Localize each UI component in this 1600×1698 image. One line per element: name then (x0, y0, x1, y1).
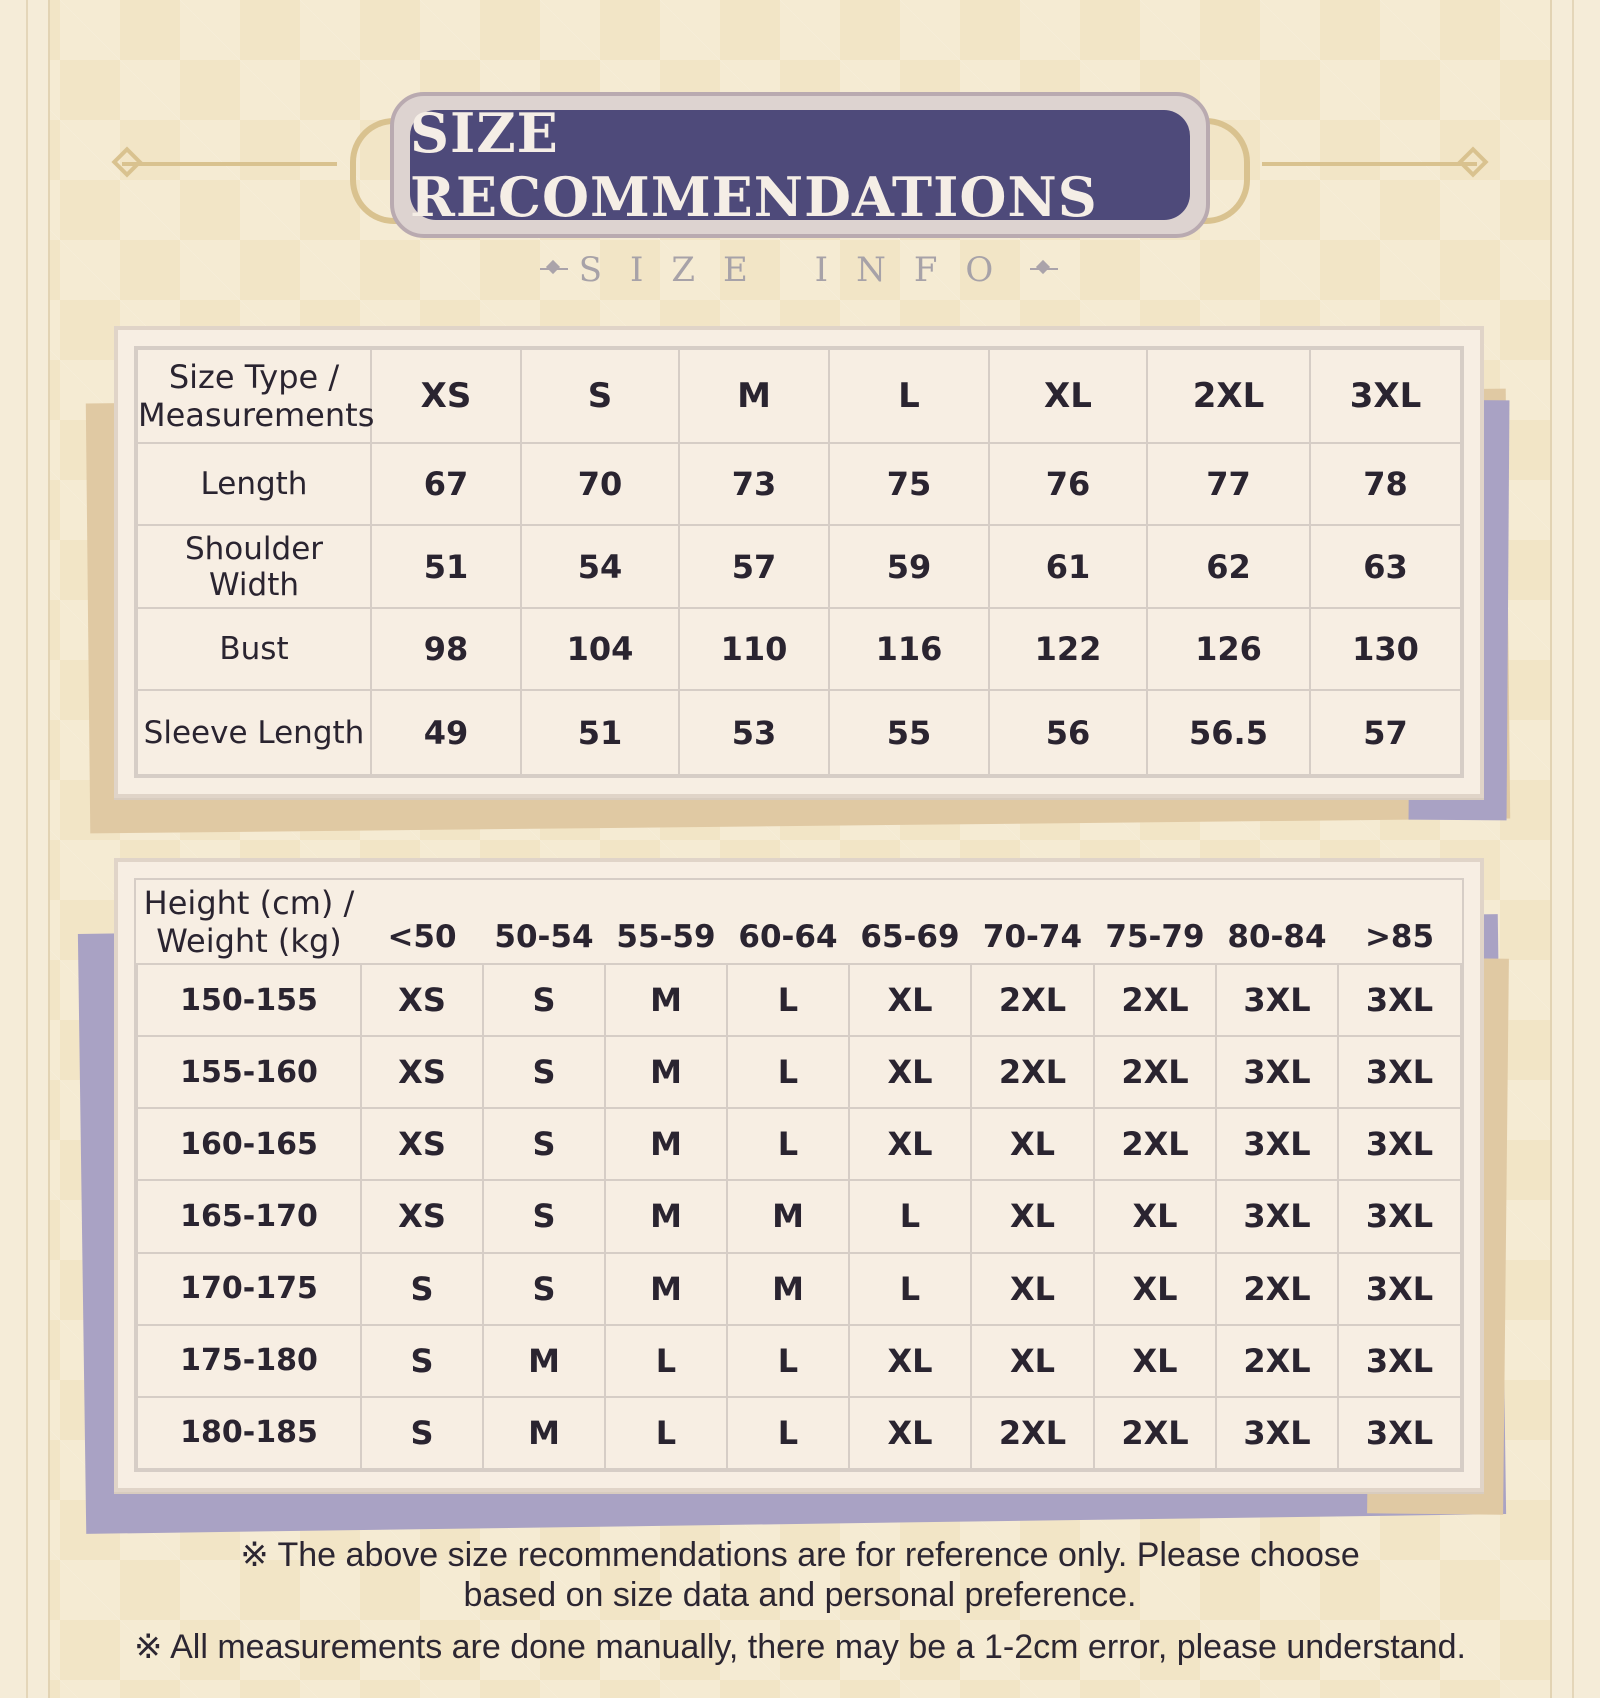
table-row (137, 525, 1461, 607)
table-cell: 110 (679, 608, 829, 690)
size-cell: S (483, 1108, 605, 1180)
size-cell: XL (1094, 1325, 1216, 1397)
size-cell: L (727, 1325, 849, 1397)
page-title: SIZE RECOMMENDATIONS (410, 101, 1098, 229)
size-cell: 3XL (1216, 1180, 1338, 1252)
size-header: 2XL (1147, 349, 1310, 443)
banner-frame (390, 92, 1210, 238)
row-label: Shoulder Width (137, 525, 371, 607)
corner-label-line: Size Type / (168, 358, 340, 396)
size-cell: S (361, 1397, 483, 1469)
size-cell: XS (361, 1180, 483, 1252)
table-cell: 70 (521, 443, 679, 525)
size-cell: L (727, 1108, 849, 1180)
table-cell: 98 (371, 608, 521, 690)
size-header: XL (989, 349, 1147, 443)
size-cell: XL (971, 1180, 1094, 1252)
size-cell: M (727, 1253, 849, 1325)
height-label: 155-160 (137, 1036, 361, 1108)
size-cell: 2XL (1216, 1253, 1338, 1325)
size-cell: M (605, 1108, 727, 1180)
height-label: 165-170 (137, 1180, 361, 1252)
subtitle-star-icon (1030, 264, 1058, 274)
corner-header (137, 349, 375, 443)
table-cell: 56.5 (1147, 690, 1310, 775)
table-cell: 67 (371, 443, 521, 525)
size-cell: L (605, 1397, 727, 1469)
size-cell: S (361, 1253, 483, 1325)
weight-header: 80-84 (1216, 880, 1338, 964)
size-cell: 2XL (1216, 1325, 1338, 1397)
table-row (137, 1325, 1461, 1397)
table-cell: 53 (679, 690, 829, 775)
table-row (137, 1108, 1461, 1180)
size-cell: S (361, 1325, 483, 1397)
size-cell: 2XL (1094, 1036, 1216, 1108)
page-subtitle: SIZE INFO (578, 250, 1022, 290)
table-row (137, 1397, 1461, 1469)
size-cell: XL (849, 1325, 971, 1397)
table-row (137, 608, 1461, 690)
table-cell: 51 (521, 690, 679, 775)
size-cell: 2XL (1094, 1108, 1216, 1180)
height-label: 160-165 (137, 1108, 361, 1180)
size-cell: M (605, 1036, 727, 1108)
size-cell: 3XL (1338, 964, 1461, 1036)
size-header: 3XL (1310, 349, 1461, 443)
size-cell: 3XL (1216, 1036, 1338, 1108)
table-cell: 63 (1310, 525, 1461, 607)
size-cell: L (727, 1397, 849, 1469)
size-cell: XL (849, 1397, 971, 1469)
size-cell: 2XL (971, 1397, 1094, 1469)
corner-header (137, 880, 361, 964)
footnote-1: ※ The above size recommendations are for reference only. Please choose (240, 1536, 1360, 1574)
size-cell: L (605, 1325, 727, 1397)
table-row (137, 1253, 1461, 1325)
size-cell: 2XL (1094, 964, 1216, 1036)
table-cell: 122 (989, 608, 1147, 690)
table-cell: 126 (1147, 608, 1310, 690)
corner-label-line: Height (cm) / (143, 883, 355, 922)
weight-header: >85 (1338, 880, 1461, 964)
table-cell: 54 (521, 525, 679, 607)
table-cell: 57 (679, 525, 829, 607)
table-row (137, 690, 1461, 775)
measurements-card (114, 326, 1484, 798)
height-label: 170-175 (137, 1253, 361, 1325)
size-recommendation-table (136, 880, 1462, 1470)
size-cell: L (849, 1253, 971, 1325)
table-cell: 104 (521, 608, 679, 690)
size-cell: L (727, 1036, 849, 1108)
height-label: 175-180 (137, 1325, 361, 1397)
table-row (137, 964, 1461, 1036)
table-cell: 49 (371, 690, 521, 775)
size-cell: M (483, 1397, 605, 1469)
size-cell: M (483, 1325, 605, 1397)
weight-header: 50-54 (483, 880, 605, 964)
weight-header: 65-69 (849, 880, 971, 964)
weight-header: 70-74 (971, 880, 1094, 964)
table-row (137, 443, 1461, 525)
corner-label-line: Measurements (138, 396, 375, 434)
measurements-table (136, 348, 1462, 776)
size-cell: 3XL (1338, 1180, 1461, 1252)
size-cell: M (605, 964, 727, 1036)
row-label: Length (137, 443, 371, 525)
size-cell: XL (1094, 1253, 1216, 1325)
recommendation-table-frame (134, 878, 1464, 1472)
size-header: XS (371, 349, 521, 443)
weight-header: 60-64 (727, 880, 849, 964)
title-banner (350, 92, 1250, 238)
size-cell: XS (361, 1036, 483, 1108)
banner-plate (410, 101, 1190, 229)
size-cell: 3XL (1216, 1108, 1338, 1180)
table-cell: 57 (1310, 690, 1461, 775)
size-cell: 2XL (971, 1036, 1094, 1108)
weight-header: 75-79 (1094, 880, 1216, 964)
table-cell: 51 (371, 525, 521, 607)
footnote-1-continued: based on size data and personal preference. (463, 1576, 1137, 1614)
weight-header: <50 (361, 880, 483, 964)
size-cell: 2XL (971, 964, 1094, 1036)
footnote-2: ※ All measurements are done manually, there may be a 1-2cm error, please understand. (134, 1628, 1466, 1666)
row-label: Bust (137, 608, 371, 690)
table-row (137, 1180, 1461, 1252)
size-cell: 3XL (1338, 1036, 1461, 1108)
size-cell: XL (971, 1253, 1094, 1325)
size-cell: 3XL (1338, 1325, 1461, 1397)
table-cell: 116 (829, 608, 989, 690)
table-cell: 76 (989, 443, 1147, 525)
table-cell: 62 (1147, 525, 1310, 607)
height-label: 150-155 (137, 964, 361, 1036)
table-cell: 56 (989, 690, 1147, 775)
table-cell: 73 (679, 443, 829, 525)
size-cell: XL (971, 1108, 1094, 1180)
size-cell: XL (849, 1036, 971, 1108)
size-cell: XL (849, 1108, 971, 1180)
table-header-row (137, 880, 1461, 964)
size-cell: XS (361, 1108, 483, 1180)
size-cell: S (483, 964, 605, 1036)
size-header: L (829, 349, 989, 443)
size-cell: XL (971, 1325, 1094, 1397)
size-cell: S (483, 1253, 605, 1325)
size-cell: S (483, 1180, 605, 1252)
size-cell: 3XL (1338, 1253, 1461, 1325)
table-cell: 78 (1310, 443, 1461, 525)
banner-deco-line-left (122, 162, 337, 166)
table-cell: 61 (989, 525, 1147, 607)
measurements-table-frame (134, 346, 1464, 778)
banner-deco-line-right (1262, 162, 1477, 166)
table-cell: 130 (1310, 608, 1461, 690)
size-cell: L (849, 1180, 971, 1252)
size-cell: 3XL (1338, 1397, 1461, 1469)
size-cell: 3XL (1216, 964, 1338, 1036)
table-cell: 75 (829, 443, 989, 525)
table-header-row (137, 349, 1461, 443)
size-cell: 3XL (1338, 1108, 1461, 1180)
corner-label-line: Weight (kg) (156, 921, 342, 960)
size-cell: 3XL (1216, 1397, 1338, 1469)
size-cell: 2XL (1094, 1397, 1216, 1469)
table-row (137, 1036, 1461, 1108)
table-cell: 55 (829, 690, 989, 775)
table-cell: 77 (1147, 443, 1310, 525)
size-cell: XL (849, 964, 971, 1036)
size-cell: XS (361, 964, 483, 1036)
size-cell: S (483, 1036, 605, 1108)
size-cell: L (727, 964, 849, 1036)
recommendation-card (114, 858, 1484, 1492)
row-label: Sleeve Length (137, 690, 371, 775)
weight-header: 55-59 (605, 880, 727, 964)
size-cell: XL (1094, 1180, 1216, 1252)
size-cell: M (727, 1180, 849, 1252)
size-cell: M (605, 1180, 727, 1252)
size-header: S (521, 349, 679, 443)
size-cell: M (605, 1253, 727, 1325)
size-header: M (679, 349, 829, 443)
table-cell: 59 (829, 525, 989, 607)
height-label: 180-185 (137, 1397, 361, 1469)
